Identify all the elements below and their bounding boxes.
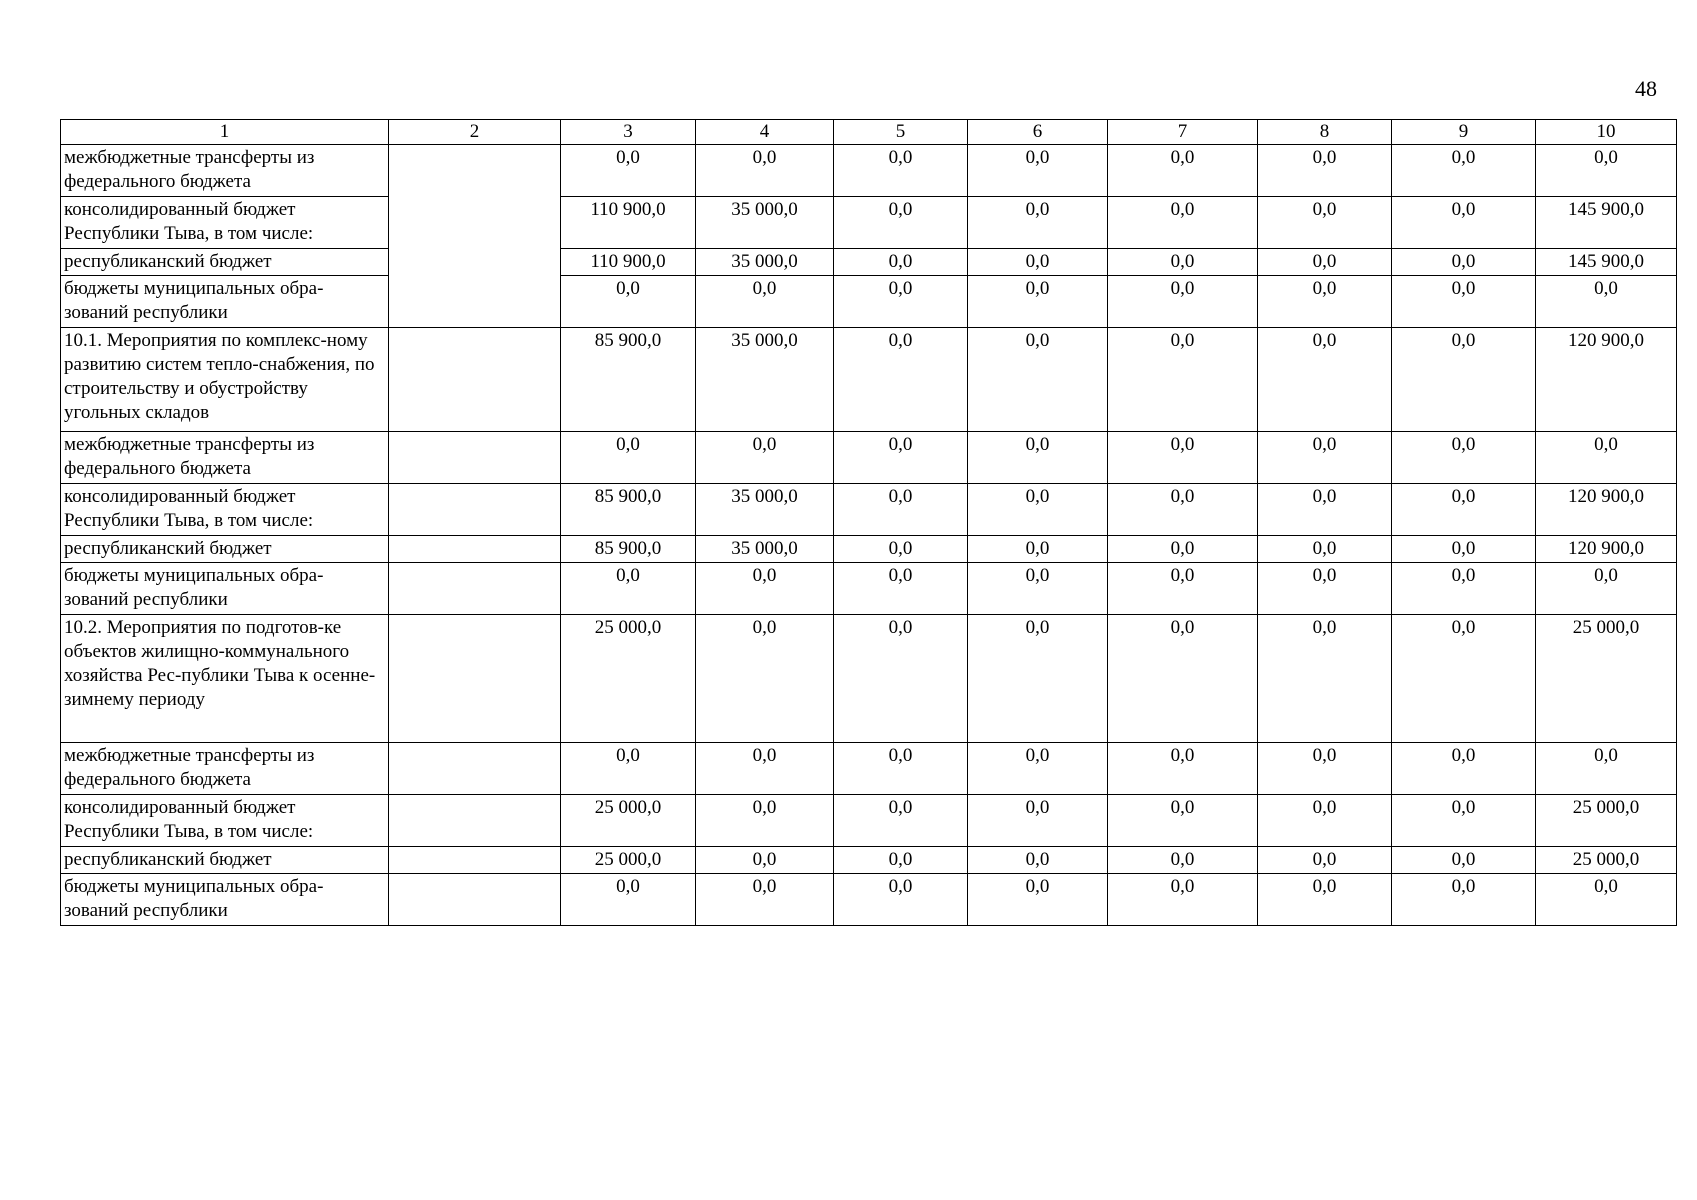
value-cell: 0,0	[968, 795, 1108, 847]
value-cell: 25 000,0	[1536, 847, 1677, 874]
value-cell: 0,0	[696, 615, 834, 743]
value-cell: 0,0	[1258, 276, 1392, 328]
value-cell: 0,0	[1108, 615, 1258, 743]
table-row	[61, 563, 1677, 615]
value-cell: 0,0	[834, 432, 968, 484]
column-2-cell	[389, 536, 561, 563]
value-cell: 0,0	[834, 795, 968, 847]
value-cell: 0,0	[696, 874, 834, 926]
value-cell: 35 000,0	[696, 197, 834, 249]
column-2-cell	[389, 563, 561, 615]
value-cell: 0,0	[834, 328, 968, 432]
value-cell: 110 900,0	[561, 249, 696, 276]
table-row	[61, 536, 1677, 563]
value-cell: 0,0	[1108, 847, 1258, 874]
value-cell: 0,0	[561, 432, 696, 484]
value-cell: 0,0	[1108, 795, 1258, 847]
value-cell: 0,0	[834, 484, 968, 536]
value-cell: 0,0	[834, 145, 968, 197]
value-cell: 0,0	[968, 484, 1108, 536]
value-cell: 25 000,0	[561, 795, 696, 847]
value-cell: 120 900,0	[1536, 484, 1677, 536]
value-cell: 0,0	[1392, 484, 1536, 536]
value-cell: 0,0	[1258, 249, 1392, 276]
value-cell: 0,0	[1536, 432, 1677, 484]
table-row	[61, 847, 1677, 874]
value-cell: 0,0	[1108, 328, 1258, 432]
value-cell: 0,0	[1108, 197, 1258, 249]
value-cell: 0,0	[1392, 328, 1536, 432]
table-row	[61, 276, 1677, 328]
value-cell: 0,0	[1258, 197, 1392, 249]
column-2-cell	[389, 743, 561, 795]
value-cell: 0,0	[968, 874, 1108, 926]
value-cell: 0,0	[1392, 145, 1536, 197]
row-name-cell: республиканский бюджет	[61, 847, 389, 874]
table-row	[61, 874, 1677, 926]
value-cell: 0,0	[1108, 432, 1258, 484]
value-cell: 0,0	[1392, 249, 1536, 276]
row-name-cell: консолидированный бюджет Республики Тыва, в том числе:	[61, 197, 389, 249]
value-cell: 0,0	[834, 563, 968, 615]
value-cell: 120 900,0	[1536, 328, 1677, 432]
column-2-cell	[389, 615, 561, 743]
table-row	[61, 743, 1677, 795]
row-name-cell: консолидированный бюджет Республики Тыва, в том числе:	[61, 484, 389, 536]
value-cell: 0,0	[1108, 276, 1258, 328]
value-cell: 25 000,0	[561, 847, 696, 874]
value-cell: 120 900,0	[1536, 536, 1677, 563]
column-header: 4	[696, 120, 834, 145]
value-cell: 0,0	[1108, 743, 1258, 795]
value-cell: 0,0	[1392, 874, 1536, 926]
value-cell: 0,0	[1258, 874, 1392, 926]
value-cell: 0,0	[696, 795, 834, 847]
value-cell: 0,0	[1258, 432, 1392, 484]
column-2-cell	[389, 328, 561, 432]
value-cell: 0,0	[1258, 563, 1392, 615]
table-row	[61, 795, 1677, 847]
value-cell: 0,0	[834, 249, 968, 276]
value-cell: 0,0	[561, 276, 696, 328]
column-header: 1	[61, 120, 389, 145]
value-cell: 0,0	[696, 847, 834, 874]
table-row	[61, 197, 1677, 249]
value-cell: 0,0	[1536, 145, 1677, 197]
table-row	[61, 484, 1677, 536]
value-cell: 0,0	[834, 847, 968, 874]
table-row	[61, 145, 1677, 197]
value-cell: 0,0	[561, 145, 696, 197]
value-cell: 110 900,0	[561, 197, 696, 249]
column-2-cell	[389, 847, 561, 874]
value-cell: 0,0	[1108, 874, 1258, 926]
column-header: 5	[834, 120, 968, 145]
value-cell: 0,0	[1258, 615, 1392, 743]
value-cell: 0,0	[696, 743, 834, 795]
value-cell: 0,0	[1536, 563, 1677, 615]
value-cell: 0,0	[561, 563, 696, 615]
value-cell: 0,0	[696, 563, 834, 615]
column-header: 3	[561, 120, 696, 145]
value-cell: 0,0	[561, 743, 696, 795]
value-cell: 0,0	[968, 197, 1108, 249]
value-cell: 145 900,0	[1536, 249, 1677, 276]
column-2-cell	[389, 145, 561, 328]
value-cell: 0,0	[1258, 536, 1392, 563]
row-name-cell: межбюджетные трансферты из федерального бюджета	[61, 145, 389, 197]
row-name-cell: 10.1. Мероприятия по комплекс-ному развитию систем тепло-снабжения, по строительству и обустройству угольных складов	[61, 328, 389, 432]
value-cell: 0,0	[968, 536, 1108, 563]
value-cell: 0,0	[968, 563, 1108, 615]
value-cell: 0,0	[1392, 197, 1536, 249]
row-name-cell: межбюджетные трансферты из федерального бюджета	[61, 432, 389, 484]
page-number: 48	[1635, 76, 1657, 101]
column-2-cell	[389, 432, 561, 484]
value-cell: 0,0	[1392, 432, 1536, 484]
table-header-row	[61, 120, 1677, 145]
value-cell: 0,0	[968, 615, 1108, 743]
value-cell: 0,0	[834, 874, 968, 926]
value-cell: 85 900,0	[561, 536, 696, 563]
value-cell: 0,0	[834, 197, 968, 249]
budget-table	[60, 119, 1677, 926]
value-cell: 0,0	[1258, 743, 1392, 795]
value-cell: 0,0	[1536, 743, 1677, 795]
table-body	[61, 145, 1677, 926]
column-2-cell	[389, 874, 561, 926]
value-cell: 0,0	[968, 847, 1108, 874]
row-name-cell: бюджеты муниципальных обра-зований республики	[61, 874, 389, 926]
value-cell: 0,0	[696, 145, 834, 197]
value-cell: 0,0	[1392, 615, 1536, 743]
row-name-cell: консолидированный бюджет Республики Тыва, в том числе:	[61, 795, 389, 847]
value-cell: 0,0	[1536, 874, 1677, 926]
value-cell: 85 900,0	[561, 328, 696, 432]
value-cell: 0,0	[1392, 536, 1536, 563]
value-cell: 0,0	[968, 276, 1108, 328]
value-cell: 0,0	[1258, 795, 1392, 847]
value-cell: 25 000,0	[1536, 615, 1677, 743]
value-cell: 0,0	[1258, 484, 1392, 536]
value-cell: 35 000,0	[696, 536, 834, 563]
value-cell: 25 000,0	[561, 615, 696, 743]
row-name-cell: бюджеты муниципальных обра-зований республики	[61, 276, 389, 328]
value-cell: 0,0	[968, 432, 1108, 484]
value-cell: 35 000,0	[696, 328, 834, 432]
column-2-cell	[389, 795, 561, 847]
value-cell: 0,0	[696, 432, 834, 484]
value-cell: 0,0	[1108, 536, 1258, 563]
value-cell: 0,0	[1108, 145, 1258, 197]
value-cell: 0,0	[1392, 795, 1536, 847]
table-row	[61, 432, 1677, 484]
value-cell: 0,0	[834, 615, 968, 743]
table-row	[61, 249, 1677, 276]
row-name-cell: республиканский бюджет	[61, 536, 389, 563]
column-header: 7	[1108, 120, 1258, 145]
table-row	[61, 615, 1677, 743]
row-name-cell: 10.2. Мероприятия по подготов-ке объектов жилищно-коммунального хозяйства Рес-публики Тыва к осенне-зимнему периоду	[61, 615, 389, 743]
value-cell: 0,0	[1392, 276, 1536, 328]
column-header: 10	[1536, 120, 1677, 145]
row-name-cell: межбюджетные трансферты из федерального бюджета	[61, 743, 389, 795]
value-cell: 35 000,0	[696, 249, 834, 276]
value-cell: 0,0	[1258, 145, 1392, 197]
column-header: 6	[968, 120, 1108, 145]
row-name-cell: республиканский бюджет	[61, 249, 389, 276]
value-cell: 0,0	[696, 276, 834, 328]
column-header: 9	[1392, 120, 1536, 145]
column-2-cell	[389, 484, 561, 536]
value-cell: 0,0	[1392, 743, 1536, 795]
value-cell: 0,0	[1108, 563, 1258, 615]
value-cell: 0,0	[1392, 563, 1536, 615]
value-cell: 0,0	[561, 874, 696, 926]
value-cell: 0,0	[1536, 276, 1677, 328]
value-cell: 0,0	[834, 536, 968, 563]
value-cell: 0,0	[1392, 847, 1536, 874]
value-cell: 0,0	[1258, 328, 1392, 432]
value-cell: 25 000,0	[1536, 795, 1677, 847]
column-header: 2	[389, 120, 561, 145]
value-cell: 0,0	[1108, 249, 1258, 276]
table-row	[61, 328, 1677, 432]
value-cell: 0,0	[968, 145, 1108, 197]
value-cell: 0,0	[968, 743, 1108, 795]
value-cell: 0,0	[834, 276, 968, 328]
value-cell: 0,0	[968, 249, 1108, 276]
value-cell: 85 900,0	[561, 484, 696, 536]
row-name-cell: бюджеты муниципальных обра-зований республики	[61, 563, 389, 615]
value-cell: 35 000,0	[696, 484, 834, 536]
value-cell: 0,0	[968, 328, 1108, 432]
value-cell: 145 900,0	[1536, 197, 1677, 249]
value-cell: 0,0	[1108, 484, 1258, 536]
value-cell: 0,0	[834, 743, 968, 795]
column-header: 8	[1258, 120, 1392, 145]
value-cell: 0,0	[1258, 847, 1392, 874]
